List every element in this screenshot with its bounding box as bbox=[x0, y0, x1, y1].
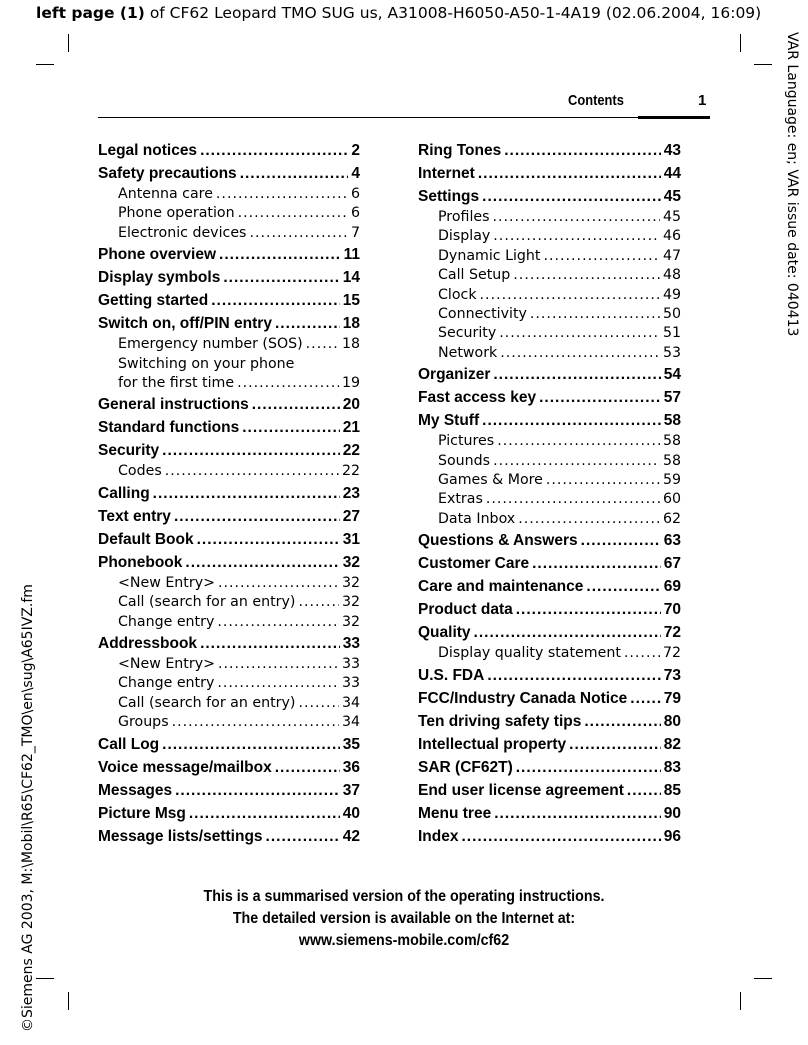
toc-leader-dots bbox=[584, 710, 660, 733]
toc-entry-page: 58 bbox=[663, 412, 681, 430]
toc-entry-page: 72 bbox=[662, 645, 681, 662]
toc-leader-dots bbox=[172, 713, 339, 732]
toc-entry-page: 51 bbox=[662, 325, 681, 342]
toc-entry[interactable] bbox=[98, 825, 360, 848]
toc-entry-page: 85 bbox=[663, 781, 681, 799]
toc-entry-title: Antenna care bbox=[118, 186, 213, 202]
print-header-page: left page (1) bbox=[36, 4, 145, 22]
toc-entry-title: Call (search for an entry) bbox=[118, 694, 296, 711]
toc-entry-title: Profiles bbox=[438, 209, 490, 225]
toc-entry-title: Codes bbox=[118, 463, 162, 480]
crop-mark bbox=[740, 34, 741, 52]
page-title: Contents bbox=[568, 92, 624, 109]
toc-entry-title: Phone operation bbox=[118, 205, 235, 222]
toc-leader-dots bbox=[493, 227, 660, 246]
toc-entry-title: Addressbook bbox=[98, 635, 198, 653]
toc-entry[interactable] bbox=[418, 162, 681, 185]
toc-entry-page: 58 bbox=[662, 452, 681, 469]
toc-entry[interactable] bbox=[418, 286, 681, 305]
toc-entry[interactable] bbox=[98, 335, 360, 354]
toc-leader-dots bbox=[216, 185, 348, 204]
toc-entry-page: 32 bbox=[342, 553, 360, 571]
footer-url[interactable]: www.siemens-mobile.com/cf62 bbox=[298, 932, 510, 949]
toc-entry[interactable] bbox=[98, 733, 360, 756]
toc-entry-page: 19 bbox=[341, 375, 360, 392]
toc-entry[interactable] bbox=[98, 162, 360, 185]
toc-entry[interactable] bbox=[418, 510, 681, 529]
toc-entry[interactable] bbox=[418, 779, 681, 802]
toc-entry[interactable] bbox=[418, 247, 681, 266]
toc-entry-title: Settings bbox=[418, 188, 480, 205]
toc-leader-dots bbox=[200, 632, 340, 655]
toc-entry-page: 62 bbox=[662, 510, 681, 527]
toc-leader-dots bbox=[493, 363, 660, 386]
toc-entry[interactable] bbox=[418, 575, 681, 598]
toc-leader-dots bbox=[581, 529, 661, 552]
toc-entry-title: U.S. FDA bbox=[418, 666, 485, 684]
crop-mark bbox=[754, 64, 772, 65]
toc-entry[interactable] bbox=[418, 710, 681, 733]
toc-entry-page: 42 bbox=[342, 827, 360, 845]
toc-entry-page: 2 bbox=[351, 142, 360, 159]
toc-entry[interactable] bbox=[418, 452, 681, 471]
toc-entry[interactable] bbox=[98, 289, 360, 312]
toc-leader-dots bbox=[249, 224, 348, 243]
toc-leader-dots bbox=[624, 644, 660, 663]
toc-entry[interactable] bbox=[418, 802, 681, 825]
toc-leader-dots bbox=[162, 439, 340, 462]
toc-entry[interactable] bbox=[418, 644, 681, 663]
toc-entry-page: 45 bbox=[662, 209, 681, 225]
toc-leader-dots bbox=[516, 598, 661, 621]
crop-mark bbox=[68, 992, 69, 1010]
toc-entry-title: <New Entry> bbox=[118, 656, 215, 673]
toc-entry-title: Change entry bbox=[118, 675, 215, 692]
toc-entry[interactable] bbox=[98, 779, 360, 802]
toc-leader-dots bbox=[238, 204, 348, 223]
toc-column-left bbox=[98, 139, 360, 848]
toc-entry-title: Display symbols bbox=[98, 269, 221, 287]
toc-leader-dots bbox=[252, 393, 340, 416]
toc-entry-title: SAR (CF62T) bbox=[418, 758, 513, 776]
toc-entry-title: Change entry bbox=[118, 613, 215, 630]
toc-entry-title: Safety precautions bbox=[98, 165, 237, 182]
footer-note bbox=[100, 886, 708, 952]
toc-entry-page: 69 bbox=[663, 578, 681, 596]
toc-leader-dots bbox=[298, 694, 339, 713]
toc-entry[interactable] bbox=[98, 593, 360, 612]
toc-leader-dots bbox=[499, 324, 660, 343]
toc-entry[interactable] bbox=[418, 471, 681, 490]
toc-entry-title: FCC/Industry Canada Notice bbox=[418, 689, 628, 707]
toc-entry-title: Display quality statement bbox=[438, 645, 621, 662]
toc-entry-page: 73 bbox=[663, 666, 681, 684]
toc-entry[interactable] bbox=[418, 185, 681, 208]
toc-entry-title: Electronic devices bbox=[118, 224, 247, 241]
toc-entry-page: 49 bbox=[662, 286, 681, 303]
toc-entry-page: 27 bbox=[342, 507, 360, 525]
toc-leader-dots bbox=[586, 575, 660, 598]
toc-entry-page: 14 bbox=[342, 269, 360, 287]
toc-leader-dots bbox=[546, 471, 660, 490]
toc-leader-dots bbox=[219, 243, 341, 266]
toc-leader-dots bbox=[530, 305, 660, 324]
toc-entry-title: Switching on your phone bbox=[118, 355, 295, 372]
toc-entry-page: 18 bbox=[341, 336, 360, 353]
toc-leader-dots bbox=[630, 687, 660, 710]
toc-entry-title: Emergency number (SOS) bbox=[118, 336, 303, 353]
toc-leader-dots bbox=[486, 490, 660, 509]
toc-entry-page: 6 bbox=[350, 186, 360, 202]
toc-entry-title: Clock bbox=[438, 286, 477, 303]
toc-entry-page: 21 bbox=[342, 419, 360, 437]
toc-leader-dots bbox=[513, 266, 660, 285]
toc-entry-title: for the first time bbox=[118, 375, 235, 392]
toc-entry-page: 32 bbox=[341, 594, 360, 611]
toc-entry[interactable] bbox=[98, 416, 360, 439]
toc-column-right bbox=[418, 139, 681, 848]
toc-leader-dots bbox=[218, 655, 339, 674]
toc-leader-dots bbox=[518, 510, 660, 529]
toc-entry-title: Dynamic Light bbox=[438, 247, 541, 264]
toc-leader-dots bbox=[306, 335, 339, 354]
toc-entry-page: 7 bbox=[350, 224, 360, 241]
toc-entry[interactable] bbox=[418, 409, 681, 432]
toc-entry-title: Groups bbox=[118, 714, 169, 731]
toc-entry[interactable] bbox=[98, 204, 360, 223]
toc-leader-dots bbox=[482, 409, 661, 432]
toc-entry-page: 43 bbox=[663, 142, 681, 159]
toc-entry-title: Calling bbox=[98, 484, 150, 502]
toc-entry-page: 32 bbox=[341, 613, 360, 630]
toc-entry-page: 34 bbox=[341, 694, 360, 711]
toc-entry[interactable] bbox=[418, 529, 681, 552]
toc-entry-page: 33 bbox=[341, 675, 360, 692]
toc-entry[interactable] bbox=[418, 344, 681, 363]
toc-entry-title: Security bbox=[438, 325, 497, 342]
toc-leader-dots bbox=[493, 452, 660, 471]
toc-entry[interactable] bbox=[98, 505, 360, 528]
toc-leader-dots bbox=[480, 286, 660, 305]
toc-entry[interactable] bbox=[418, 139, 681, 162]
toc-leader-dots bbox=[461, 825, 660, 848]
toc-entry-page: 40 bbox=[342, 804, 360, 822]
toc-entry-title: Ring Tones bbox=[418, 142, 502, 159]
toc-entry[interactable] bbox=[418, 733, 681, 756]
toc-entry[interactable] bbox=[418, 227, 681, 246]
toc-entry-title: Pictures bbox=[438, 433, 495, 450]
toc-entry-page: 31 bbox=[342, 530, 360, 548]
toc-entry[interactable] bbox=[418, 687, 681, 710]
toc-entry-title: Quality bbox=[418, 624, 471, 642]
toc-entry[interactable] bbox=[418, 432, 681, 451]
toc-leader-dots bbox=[200, 139, 348, 162]
toc-leader-dots bbox=[242, 416, 340, 439]
toc-entry-title: Index bbox=[418, 827, 459, 845]
title-rule-accent bbox=[638, 116, 710, 119]
toc-leader-dots bbox=[504, 139, 661, 162]
toc-entry-title: Switch on, off/PIN entry bbox=[98, 315, 272, 333]
toc-entry-title: Call Setup bbox=[438, 267, 511, 284]
toc-entry-title: Call (search for an entry) bbox=[118, 594, 296, 611]
toc-entry-title: Phonebook bbox=[98, 553, 183, 571]
toc-entry[interactable] bbox=[98, 482, 360, 505]
toc-entry-title: Default Book bbox=[98, 530, 194, 548]
toc-entry[interactable] bbox=[418, 490, 681, 509]
toc-entry[interactable] bbox=[418, 598, 681, 621]
toc-entry[interactable] bbox=[98, 185, 360, 204]
toc-entry[interactable] bbox=[98, 694, 360, 713]
toc-entry[interactable] bbox=[98, 713, 360, 732]
toc-entry[interactable] bbox=[98, 355, 360, 374]
toc-entry[interactable] bbox=[98, 802, 360, 825]
toc-entry[interactable] bbox=[98, 528, 360, 551]
toc-entry-page: 96 bbox=[663, 827, 681, 845]
toc-entry[interactable] bbox=[98, 393, 360, 416]
toc-entry-page: 6 bbox=[350, 205, 360, 222]
toc-entry-title: Product data bbox=[418, 601, 513, 619]
toc-entry-title: Questions & Answers bbox=[418, 532, 578, 550]
toc-entry-title: Legal notices bbox=[98, 142, 198, 159]
toc-entry[interactable] bbox=[98, 439, 360, 462]
toc-entry-page: 18 bbox=[342, 315, 360, 333]
toc-entry-page: 45 bbox=[663, 188, 681, 205]
toc-entry[interactable] bbox=[418, 363, 681, 386]
toc-leader-dots bbox=[474, 621, 661, 644]
toc-entry-page: 57 bbox=[663, 389, 681, 407]
toc-entry-page: 48 bbox=[662, 267, 681, 284]
toc-entry-page: 33 bbox=[342, 635, 360, 653]
toc-entry[interactable] bbox=[98, 574, 360, 593]
toc-leader-dots bbox=[185, 551, 339, 574]
toc-leader-dots bbox=[298, 593, 339, 612]
toc-entry-title: Standard functions bbox=[98, 419, 240, 437]
toc-entry-title: General instructions bbox=[98, 396, 249, 414]
toc-entry-page: 58 bbox=[662, 433, 681, 450]
toc-entry-page: 37 bbox=[342, 781, 360, 799]
toc-entry[interactable] bbox=[98, 312, 360, 335]
toc-entry-page: 15 bbox=[342, 292, 360, 310]
toc-entry-page: 90 bbox=[663, 804, 681, 822]
toc-leader-dots bbox=[223, 266, 339, 289]
side-note-filepath: ©Siemens AG 2003, M:\Mobil\R65\CF62_TMO\en\sug\A65IVZ.fm bbox=[20, 584, 36, 1032]
toc-leader-dots bbox=[487, 664, 660, 687]
toc-entry-page: 34 bbox=[341, 714, 360, 731]
toc-leader-dots bbox=[162, 733, 340, 756]
toc-entry-title: Menu tree bbox=[418, 804, 492, 822]
toc-entry-page: 63 bbox=[663, 532, 681, 550]
toc-leader-dots bbox=[478, 162, 661, 185]
crop-mark bbox=[36, 64, 54, 65]
toc-entry-title: Ten driving safety tips bbox=[418, 712, 582, 730]
toc-entry[interactable] bbox=[418, 324, 681, 343]
toc-entry-title: <New Entry> bbox=[118, 574, 215, 591]
toc-entry-page: 22 bbox=[341, 463, 360, 480]
toc-entry[interactable] bbox=[98, 374, 360, 393]
toc-leader-dots bbox=[497, 432, 660, 451]
toc-entry-page: 70 bbox=[663, 601, 681, 619]
toc-entry-page: 32 bbox=[341, 574, 360, 591]
toc-leader-dots bbox=[275, 312, 340, 335]
toc-leader-dots bbox=[217, 674, 339, 693]
toc-entry[interactable] bbox=[98, 266, 360, 289]
toc-entry-page: 67 bbox=[663, 555, 681, 573]
toc-leader-dots bbox=[174, 505, 340, 528]
toc-entry-page: 46 bbox=[662, 228, 681, 245]
toc-entry[interactable] bbox=[98, 224, 360, 243]
toc-entry-title: End user license agreement bbox=[418, 781, 624, 799]
toc-leader-dots bbox=[217, 613, 339, 632]
toc-entry[interactable] bbox=[98, 613, 360, 632]
toc-leader-dots bbox=[189, 802, 340, 825]
toc-entry[interactable] bbox=[98, 655, 360, 674]
toc-entry-title: Voice message/mailbox bbox=[98, 758, 272, 776]
side-note-language: VAR Language: en; VAR issue date: 040413 bbox=[784, 32, 800, 337]
print-header-info: of CF62 Leopard TMO SUG us, A31008-H6050-A50-1-4A19 (02.06.2004, 16:09) bbox=[144, 4, 762, 22]
toc-entry-title: My Stuff bbox=[418, 412, 480, 430]
toc-entry[interactable] bbox=[98, 243, 360, 266]
crop-mark bbox=[754, 978, 772, 979]
toc-entry-page: 11 bbox=[343, 246, 360, 264]
toc-leader-dots bbox=[539, 386, 661, 409]
toc-entry-page: 83 bbox=[663, 758, 681, 776]
toc-entry-page: 54 bbox=[663, 366, 681, 384]
toc-entry[interactable] bbox=[98, 756, 360, 779]
crop-mark bbox=[68, 34, 69, 52]
toc-entry[interactable] bbox=[98, 462, 360, 481]
toc-entry-title: Extras bbox=[438, 491, 483, 508]
toc-entry-title: Organizer bbox=[418, 366, 491, 384]
toc-leader-dots bbox=[627, 779, 661, 802]
toc-leader-dots bbox=[197, 528, 340, 551]
toc-entry-page: 80 bbox=[663, 712, 681, 730]
toc-entry[interactable] bbox=[98, 632, 360, 655]
toc-leader-dots bbox=[544, 247, 660, 266]
toc-leader-dots bbox=[266, 825, 340, 848]
toc-entry-title: Data Inbox bbox=[438, 510, 516, 527]
toc-entry-page: 47 bbox=[662, 247, 681, 264]
crop-mark bbox=[740, 992, 741, 1010]
print-header bbox=[36, 4, 776, 22]
toc-leader-dots bbox=[493, 208, 660, 227]
title-rule bbox=[98, 117, 638, 118]
page-number: 1 bbox=[698, 92, 707, 109]
toc-leader-dots bbox=[240, 162, 349, 185]
toc-entry-title: Phone overview bbox=[98, 246, 217, 264]
toc-entry[interactable] bbox=[418, 756, 681, 779]
toc-leader-dots bbox=[218, 574, 339, 593]
toc-leader-dots bbox=[516, 756, 661, 779]
toc-entry-title: Message lists/settings bbox=[98, 827, 263, 845]
toc-entry-page: 79 bbox=[663, 689, 681, 707]
crop-mark bbox=[36, 978, 54, 979]
toc-leader-dots bbox=[175, 779, 340, 802]
toc-entry-title: Network bbox=[438, 344, 498, 361]
toc-leader-dots bbox=[165, 462, 339, 481]
toc-leader-dots bbox=[569, 733, 661, 756]
toc-entry-title: Games & More bbox=[438, 472, 543, 489]
toc-entry-page: 82 bbox=[663, 735, 681, 753]
toc-leader-dots bbox=[237, 374, 339, 393]
toc-entry-page: 50 bbox=[662, 306, 681, 323]
toc-entry-page: 20 bbox=[342, 396, 360, 414]
toc-entry[interactable] bbox=[418, 386, 681, 409]
toc-leader-dots bbox=[532, 552, 661, 575]
toc-entry-page: 59 bbox=[662, 472, 681, 489]
toc-entry-title: Connectivity bbox=[438, 306, 527, 323]
toc-entry[interactable] bbox=[418, 305, 681, 324]
toc-entry-page: 22 bbox=[342, 442, 360, 460]
toc-entry-page: 33 bbox=[341, 656, 360, 673]
toc-leader-dots bbox=[153, 482, 340, 505]
toc-entry-title: Care and maintenance bbox=[418, 578, 584, 596]
toc-entry-title: Customer Care bbox=[418, 555, 530, 573]
toc-entry-title: Display bbox=[438, 228, 491, 245]
toc-entry-title: Text entry bbox=[98, 507, 171, 525]
toc-entry-page: 23 bbox=[342, 484, 360, 502]
toc-entry-title: Security bbox=[98, 442, 160, 460]
toc-entry-page: 72 bbox=[663, 624, 681, 642]
toc-entry-title: Picture Msg bbox=[98, 804, 186, 822]
toc-leader-dots bbox=[500, 344, 660, 363]
toc-entry[interactable] bbox=[418, 266, 681, 285]
toc-leader-dots bbox=[482, 185, 661, 208]
toc-entry-title: Fast access key bbox=[418, 389, 537, 407]
toc-entry[interactable] bbox=[418, 825, 681, 848]
toc-entry[interactable] bbox=[98, 139, 360, 162]
toc-entry[interactable] bbox=[418, 208, 681, 227]
toc-entry-page: 60 bbox=[662, 491, 681, 508]
toc-entry[interactable] bbox=[98, 674, 360, 693]
toc-entry-title: Sounds bbox=[438, 452, 491, 469]
toc-entry[interactable] bbox=[418, 621, 681, 644]
toc-leader-dots bbox=[211, 289, 340, 312]
footer-line-1: This is a summarised version of the operating instructions. bbox=[203, 888, 605, 905]
toc-entry-page: 4 bbox=[351, 165, 360, 182]
toc-entry-title: Messages bbox=[98, 781, 173, 799]
toc-leader-dots bbox=[275, 756, 340, 779]
toc-entry[interactable] bbox=[98, 551, 360, 574]
toc-entry[interactable] bbox=[418, 552, 681, 575]
toc-entry[interactable] bbox=[418, 664, 681, 687]
footer-line-2: The detailed version is available on the Internet at: bbox=[232, 910, 576, 927]
toc-leader-dots bbox=[494, 802, 661, 825]
toc-entry-title: Internet bbox=[418, 165, 475, 182]
toc-entry-title: Call Log bbox=[98, 735, 160, 753]
toc-entry-title: Getting started bbox=[98, 292, 209, 310]
toc-entry-page: 36 bbox=[342, 758, 360, 776]
toc-entry-page: 44 bbox=[663, 165, 681, 182]
toc-entry-page: 53 bbox=[662, 344, 681, 361]
toc-entry-page: 35 bbox=[342, 735, 360, 753]
toc-entry-title: Intellectual property bbox=[418, 735, 567, 753]
